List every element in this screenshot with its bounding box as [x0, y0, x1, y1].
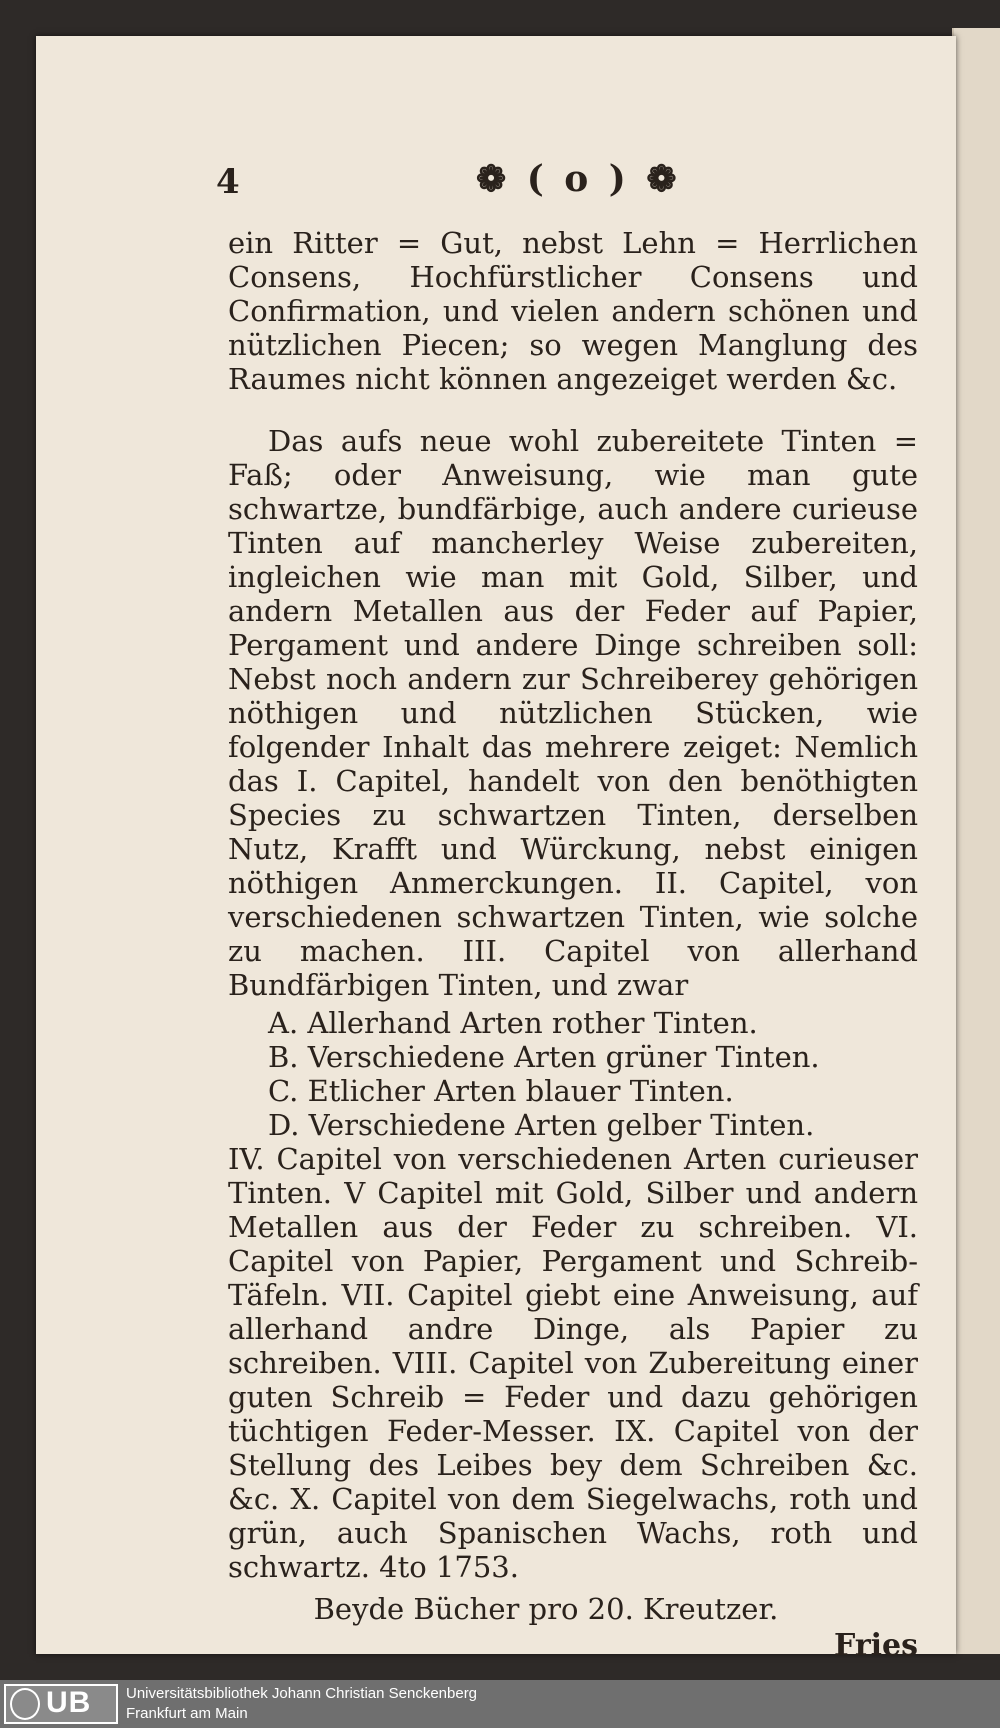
library-footer — [0, 1680, 1000, 1728]
header-ornament: ❁ ( o ) ❁ — [476, 158, 681, 200]
library-logo — [4, 1684, 118, 1724]
library-name-line2: Frankfurt am Main — [126, 1705, 248, 1722]
page-header — [216, 146, 936, 210]
library-name — [126, 1684, 477, 1724]
list-item: A. Allerhand Arten rother Tinten. — [268, 1006, 758, 1040]
logo-text: UB — [46, 1686, 92, 1719]
price-line: Beyde Bücher pro 20. Kreutzer. — [313, 1592, 779, 1626]
book-page — [36, 36, 956, 1663]
chapter-three-list — [268, 1006, 936, 1142]
page-number: 4 — [216, 162, 240, 202]
paragraph-intro: ein Ritter = Gut, nebst Lehn = Herrlichen Consens, Hochfürstlicher Consens und Confirmation, und vielen andern schönen und nützlichen Piecen; so wegen Manglung des Raumes nicht können angezeiget werden &c. — [228, 226, 918, 396]
list-item: C. Etlicher Arten blauer Tinten. — [268, 1074, 734, 1108]
seal-icon — [10, 1688, 40, 1720]
paragraph-tinten-fass: Das aufs neue wohl zubereitete Tinten = Faß; oder Anweisung, wie man gute schwartze, bundfärbige, auch andere curieuse Tinten auf mancherley Weise zubereiten, ingleichen wie man mit Gold, Silber, und andern Metallen aus der Feder auf Papier, Pergament und andere Dinge schreiben soll: Nebst noch andern zur Schreiberey gehörigen nöthigen und nützlichen Stücken, wie folgender Inhalt das mehrere zeiget: Nemlich das I. Capitel, handelt von den benöthigten Species zu schwartzen Tinten, derselben Nutz, Krafft und Würckung, nebst einigen nöthigen Anmerckungen. II. Capitel, von verschiedenen schwartzen Tinten, wie solche zu machen. III. Capitel von allerhand Bundfärbigen Tinten, und zwar — [228, 424, 918, 1002]
library-name-line1: Universitätsbibliothek Johann Christian Senckenberg — [126, 1685, 478, 1702]
paragraph-chapters: IV. Capitel von verschiedenen Arten curieuser Tinten. V Capitel mit Gold, Silber und andern Metallen aus der Feder zu schreiben. VI. Capitel von Papier, Pergament und Schreib-Täfeln. VII. Capitel giebt eine Anweisung, auf allerhand andre Dinge, als Papier zu schreiben. VIII. Capitel von Zubereitung einer guten Schreib = Feder und dazu gehörigen tüchtigen Feder-Messer. IX. Capitel von der Stellung des Leibes bey dem Schreiben &c. &c. X. Capitel von dem Siegelwachs, roth und grün, auch Spanischen Wachs, roth und schwartz. 4to 1753. — [228, 1142, 918, 1584]
catchword: Fries — [834, 1628, 918, 1663]
list-item: B. Verschiedene Arten grüner Tinten. — [268, 1040, 820, 1074]
page-content — [186, 146, 936, 1663]
list-item: D. Verschiedene Arten gelber Tinten. — [268, 1108, 815, 1142]
next-page-edge — [952, 28, 1000, 1654]
